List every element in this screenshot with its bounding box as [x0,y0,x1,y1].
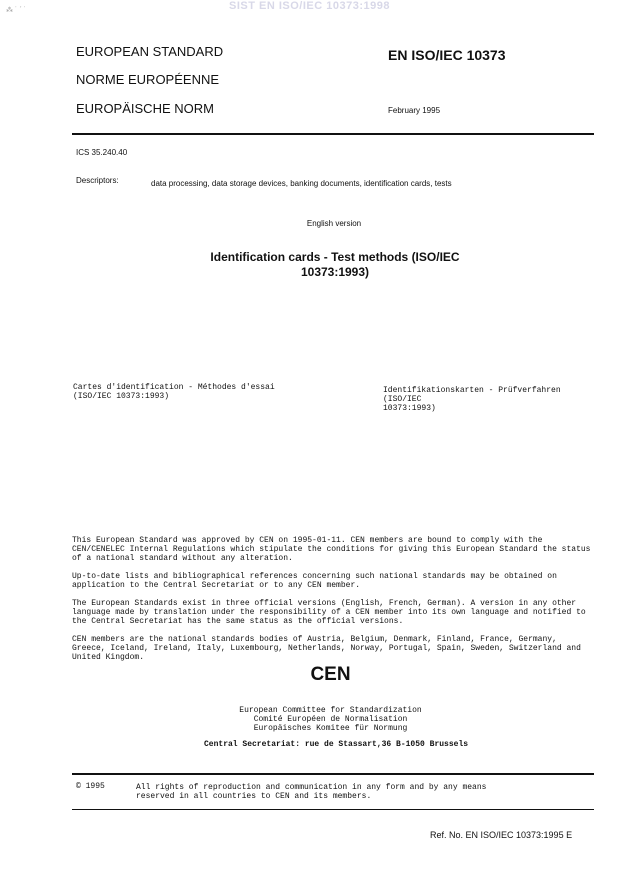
french-title-line-1: Cartes d'identification - Méthodes d'essai [73,383,275,392]
copyright-year: © 1995 [76,782,105,791]
body-paragraph: Up-to-date lists and bibliographical references concerning such national standards may be obtained on application to the Central Secretariat or to any CEN member. [72,572,557,590]
french-title-line-2: (ISO/IEC 10373:1993) [73,392,170,401]
publication-date: February 1995 [388,106,441,115]
header-norme-europeenne: NORME EUROPÉENNE [76,72,220,87]
rights-statement [136,783,516,801]
german-title-line-1: Identifikationskarten - Prüfverfahren (ISO/IEC [383,386,561,404]
body-text [72,536,592,662]
french-title [73,383,303,401]
body-paragraph: CEN members are the national standards bodies of Austria, Belgium, Denmark, Finland, France, Germany, Greece, Iceland, Ireland, Italy, Luxembourg, Netherlands, Norway, Portugal, Spain, Sweden, Switzerland and United Kingdom. [72,635,581,662]
header-european-standard: EUROPEAN STANDARD [76,44,224,59]
cen-names [0,706,619,733]
header-rule [72,133,594,135]
watermark: SIST EN ISO/IEC 10373:1998 [229,0,390,12]
ics-code: ICS 35.240.40 [76,148,128,157]
version-label: English version [306,219,362,228]
footer-bottom-rule [72,809,594,810]
descriptors-value: data processing, data storage devices, banking documents, identification cards, tests [151,179,452,188]
body-paragraph: The European Standards exist in three official versions (English, French, German). A version in any other language made by translation under the responsibility of a CEN member into its own language and notified to the Central Secretariat has the same status as the official versions. [72,599,586,626]
cen-name-fr: Comité Européen de Normalisation [253,715,408,724]
german-title-line-2: 10373:1993) [383,404,436,413]
body-paragraph: This European Standard was approved by CEN on 1995-01-11. CEN members are bound to comply with the CEN/CENELEC Internal Regulations which stipulate the conditions for giving this European Standard the status of a national standard without any alteration. [72,536,591,563]
cen-name-de: Europäisches Komitee für Normung [253,724,408,733]
cen-acronym: CEN [310,664,351,685]
cen-name-en: European Committee for Standardization [239,706,422,715]
descriptors-label: Descriptors: [76,176,119,185]
rights-line-1: All rights of reproduction and communication in any form and by any means [136,783,487,792]
margin-scribble: ⁂ ˙ ˊ ˙ [6,7,26,14]
footer-rule [72,773,594,775]
central-secretariat: Central Secretariat: rue de Stassart,36 B-1050 Brussels [204,740,469,749]
rights-line-2: reserved in all countries to CEN and its members. [136,792,372,801]
header-europaische-norm: EUROPÄISCHE NORM [76,101,214,116]
title-line-1: Identification cards - Test methods (ISO/IEC [210,250,460,264]
standard-number: EN ISO/IEC 10373 [388,47,506,63]
title-line-2: 10373:1993) [300,265,370,279]
german-title [383,386,598,413]
reference-number: Ref. No. EN ISO/IEC 10373:1995 E [430,830,573,840]
document-title [150,250,520,280]
